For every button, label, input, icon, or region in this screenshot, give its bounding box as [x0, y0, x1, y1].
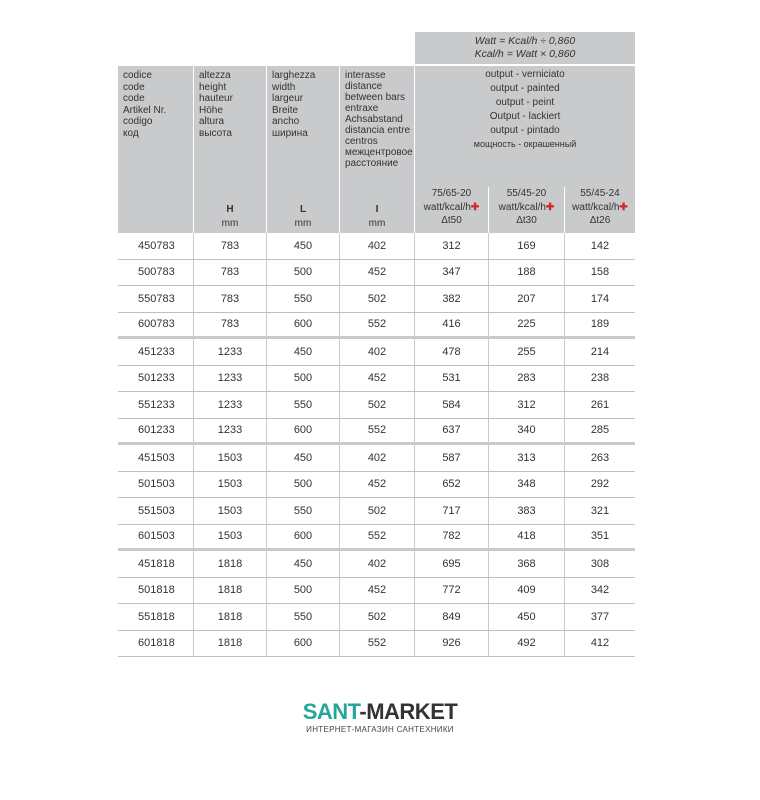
table-cell: 501233 [138, 372, 175, 385]
table-cell: 783 [220, 266, 240, 279]
header-height-names: altezza height hauteur Höhe altura высота [199, 70, 233, 139]
table-cell: 551233 [138, 398, 175, 411]
table-cell: 551818 [138, 610, 175, 623]
logo-brand [300, 700, 460, 724]
table-cell: 1503 [217, 530, 243, 543]
header-height-unit: mm [221, 218, 239, 229]
table-cell: 174 [590, 292, 610, 305]
table-cell: 348 [517, 478, 536, 491]
table-cell: 207 [517, 292, 536, 305]
table-cell: 1503 [217, 504, 243, 517]
table-cell: 717 [442, 504, 461, 517]
table-cell: 402 [367, 557, 387, 570]
delta-t26-header [565, 187, 635, 228]
table-cell: 695 [442, 557, 461, 570]
table-cell: 418 [517, 530, 536, 543]
table-cell: 600 [293, 318, 313, 331]
sant-market-logo [300, 700, 460, 734]
table-row [118, 366, 635, 393]
table-cell: 492 [517, 637, 536, 650]
table-cell: 452 [367, 266, 387, 279]
table-cell: 502 [367, 398, 387, 411]
table-cell: 1233 [217, 424, 243, 437]
table-cell: 652 [442, 478, 461, 491]
table-cell: 584 [442, 398, 461, 411]
delta-t50-header [415, 187, 488, 228]
table-cell: 188 [517, 266, 536, 279]
table-cell: 313 [517, 451, 536, 464]
table-cell: 450 [293, 451, 313, 464]
table-cell: 500783 [138, 266, 175, 279]
header-distance-symbol: I [375, 204, 379, 215]
table-cell: 501818 [138, 584, 175, 597]
conversion-formula [415, 32, 635, 64]
table-cell: 450783 [138, 239, 175, 252]
table-cell: 783 [220, 239, 240, 252]
table-cell: 263 [590, 451, 610, 464]
table-cell: 383 [517, 504, 536, 517]
delta-t50-label: Δt50 [441, 215, 462, 226]
table-cell: 1233 [217, 398, 243, 411]
table-cell: 450 [517, 610, 536, 623]
table-cell: 772 [442, 584, 461, 597]
table-cell: 452 [367, 584, 387, 597]
table-cell: 312 [517, 398, 536, 411]
table-cell: 1233 [217, 372, 243, 385]
table-cell: 402 [367, 345, 387, 358]
table-cell: 1503 [217, 478, 243, 491]
table-row [118, 392, 635, 419]
table-row [118, 472, 635, 499]
table-cell: 550 [293, 292, 313, 305]
table-row [118, 604, 635, 631]
table-cell: 451818 [138, 557, 175, 570]
table-cell: 550783 [138, 292, 175, 305]
table-cell: 552 [367, 424, 387, 437]
table-cell: 351 [590, 530, 610, 543]
table-cell: 225 [517, 318, 536, 331]
table-cell: 1233 [217, 345, 243, 358]
table-cell: 478 [442, 345, 461, 358]
delta-t50-unit: watt/kcal/h [423, 201, 471, 213]
table-cell: 552 [367, 530, 387, 543]
table-header [118, 66, 635, 233]
table-cell: 342 [590, 584, 610, 597]
table-cell: 550 [293, 398, 313, 411]
header-code-names: codice code code Artikel Nr. codigo код [123, 70, 167, 139]
table-cell: 142 [590, 239, 610, 252]
table-cell: 849 [442, 610, 461, 623]
table-cell: 550 [293, 504, 313, 517]
header-height-symbol: H [226, 204, 234, 215]
table-cell: 312 [442, 239, 461, 252]
table-row [118, 260, 635, 287]
table-row [118, 233, 635, 260]
table-cell: 416 [442, 318, 461, 331]
table-cell: 500 [293, 266, 313, 279]
plus-icon: ✚ [545, 201, 555, 213]
table-cell: 450 [293, 557, 313, 570]
output-line-es: output - pintado [490, 124, 560, 136]
formula-line-1: Watt = Kcal/h ÷ 0,860 [474, 35, 576, 47]
table-cell: 600 [293, 530, 313, 543]
delta-t26-unit: watt/kcal/h [572, 201, 620, 213]
table-cell: 169 [517, 239, 536, 252]
table-cell: 321 [590, 504, 610, 517]
table-cell: 1818 [217, 610, 243, 623]
formula-line-2: Kcal/h = Watt × 0,860 [474, 48, 576, 60]
table-row [118, 578, 635, 605]
table-cell: 1818 [217, 584, 243, 597]
delta-t30-unit: watt/kcal/h [498, 201, 546, 213]
table-cell: 409 [517, 584, 536, 597]
table-cell: 292 [590, 478, 610, 491]
table-cell: 402 [367, 451, 387, 464]
table-cell: 552 [367, 637, 387, 650]
delta-t26-label: Δt26 [589, 215, 611, 226]
table-cell: 637 [442, 424, 461, 437]
table-cell: 412 [590, 637, 610, 650]
delta-t26-temps: 55/45-24 [580, 188, 620, 199]
table-cell: 347 [442, 266, 461, 279]
table-cell: 783 [220, 318, 240, 331]
table-cell: 214 [590, 345, 610, 358]
table-cell: 261 [590, 398, 610, 411]
delta-t30-label: Δt30 [516, 215, 537, 226]
table-cell: 452 [367, 372, 387, 385]
table-row [118, 445, 635, 472]
table-cell: 451503 [138, 451, 175, 464]
table-cell: 452 [367, 478, 387, 491]
table-cell: 1503 [217, 451, 243, 464]
table-cell: 601818 [138, 637, 175, 650]
table-cell: 451233 [138, 345, 175, 358]
table-cell: 502 [367, 292, 387, 305]
table-cell: 189 [590, 318, 610, 331]
table-row [118, 551, 635, 578]
table-cell: 308 [590, 557, 610, 570]
plus-icon: ✚ [619, 201, 628, 213]
table-cell: 502 [367, 610, 387, 623]
table-cell: 238 [590, 372, 610, 385]
table-cell: 285 [590, 424, 610, 437]
table-body [118, 233, 635, 657]
table-cell: 600 [293, 637, 313, 650]
logo-brand-market: -MARKET [359, 699, 458, 724]
output-line-de: Output - lackiert [489, 110, 561, 122]
table-cell: 1818 [217, 557, 243, 570]
table-cell: 782 [442, 530, 461, 543]
table-row [118, 313, 635, 340]
table-cell: 552 [367, 318, 387, 331]
output-line-it: output - verniciato [485, 69, 565, 80]
table-row [118, 525, 635, 552]
table-cell: 551503 [138, 504, 175, 517]
table-cell: 500 [293, 372, 313, 385]
table-cell: 500 [293, 478, 313, 491]
table-cell: 450 [293, 345, 313, 358]
table-cell: 926 [442, 637, 461, 650]
plus-icon: ✚ [470, 201, 480, 213]
table-cell: 368 [517, 557, 536, 570]
table-cell: 601233 [138, 424, 175, 437]
table-row [118, 631, 635, 658]
delta-t30-temps: 55/45-20 [506, 188, 547, 199]
table-row [118, 339, 635, 366]
table-cell: 158 [590, 266, 610, 279]
header-distance-names: interasse distance between bars entraxe Achsabstand distancia entre centros межцентровое расстояние [345, 70, 413, 169]
table-cell: 783 [220, 292, 240, 305]
table-row [118, 286, 635, 313]
header-width-symbol: L [299, 204, 307, 215]
table-cell: 340 [517, 424, 536, 437]
table-cell: 402 [367, 239, 387, 252]
table-cell: 382 [442, 292, 461, 305]
table-cell: 1818 [217, 637, 243, 650]
output-heading [415, 68, 635, 151]
header-code [118, 66, 193, 233]
table-cell: 500 [293, 584, 313, 597]
table-row [118, 498, 635, 525]
output-line-en: output - painted [490, 82, 560, 94]
table-cell: 255 [517, 345, 536, 358]
table-cell: 501503 [138, 478, 175, 491]
header-distance [340, 66, 414, 233]
table-cell: 550 [293, 610, 313, 623]
header-width-names: larghezza width largeur Breite ancho ширина [272, 70, 316, 139]
output-line-fr: output - peint [495, 96, 555, 108]
delta-t30-header [489, 187, 564, 228]
header-height [194, 66, 266, 233]
logo-brand-sant: SANT [302, 699, 360, 724]
table-cell: 587 [442, 451, 461, 464]
header-distance-unit: mm [368, 218, 386, 229]
table-cell: 450 [293, 239, 313, 252]
table-cell: 600 [293, 424, 313, 437]
table-cell: 283 [517, 372, 536, 385]
table-cell: 531 [442, 372, 461, 385]
header-width-unit: mm [294, 218, 312, 229]
table-row [118, 419, 635, 446]
header-width [267, 66, 339, 233]
output-line-ru: мощность - окрашенный [473, 138, 577, 149]
table-cell: 600783 [138, 318, 175, 331]
table-cell: 502 [367, 504, 387, 517]
table-cell: 377 [590, 610, 610, 623]
logo-tagline: ИНТЕРНЕТ-МАГАЗИН САНТЕХНИКИ [306, 725, 454, 734]
delta-t50-temps: 75/65-20 [431, 188, 472, 199]
table-cell: 601503 [138, 530, 175, 543]
